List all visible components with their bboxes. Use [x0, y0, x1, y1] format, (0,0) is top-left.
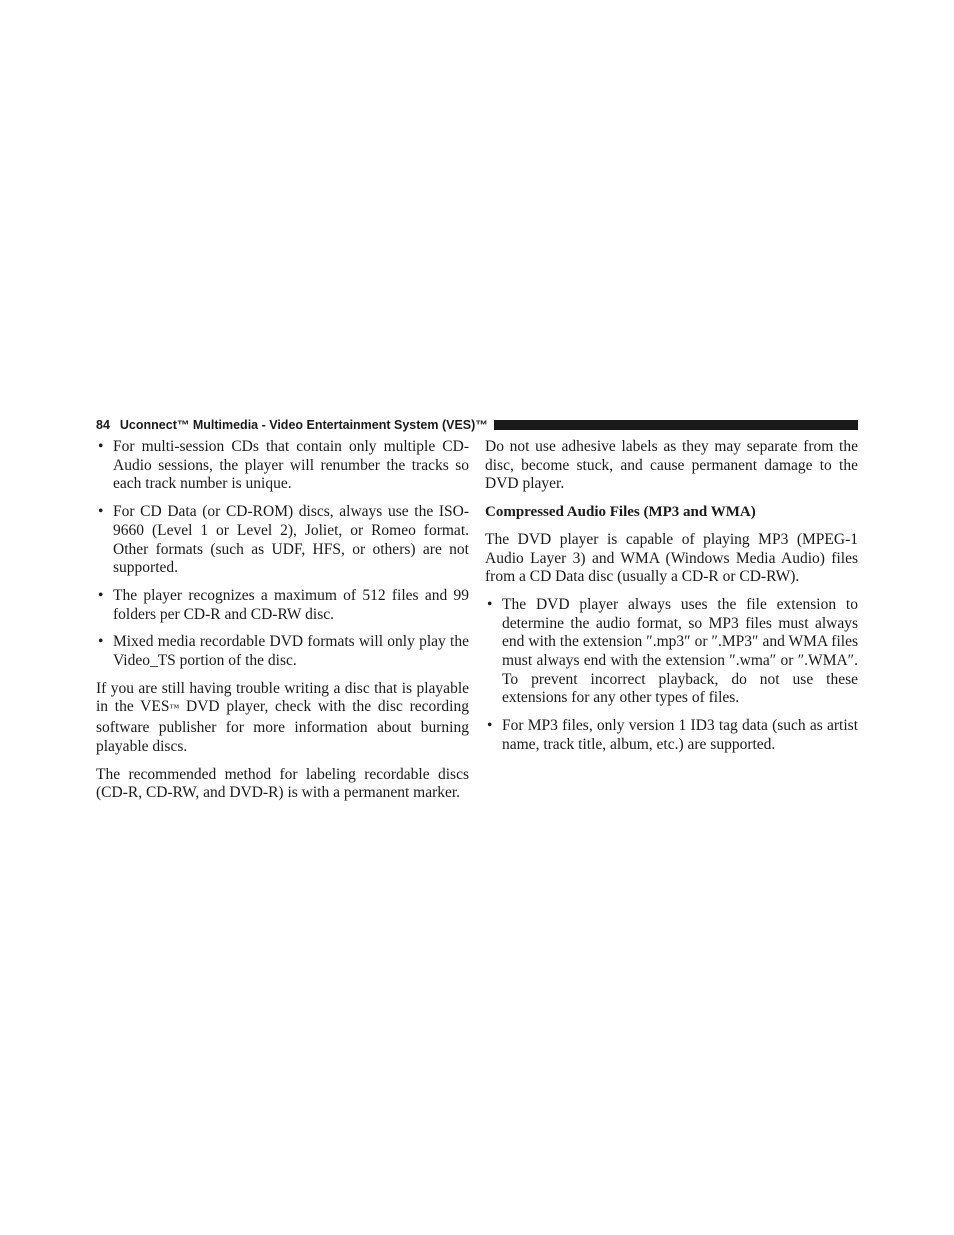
left-bullet-list: [96, 438, 469, 671]
list-item-text: The DVD player always uses the file extension to determine the audio format, so MP3 files must always end with the extension ″.mp3″ or ″.MP3″ and WMA files must always end with the extension ″.wma″ or ″.WMA″. To prevent incorrect playback, do not use these extensions for any other types of files.: [502, 595, 858, 707]
list-item: [96, 633, 469, 670]
right-column: [485, 438, 858, 764]
list-item: [96, 503, 469, 578]
left-column: [96, 438, 469, 812]
bullet-icon: •: [98, 633, 104, 651]
bullet-icon: •: [487, 595, 493, 613]
right-bullet-list: [485, 596, 858, 755]
list-item-text: The player recognizes a maximum of 512 files and 99 folders per CD-R and CD-RW disc.: [113, 586, 469, 623]
list-item: [485, 717, 858, 754]
list-item-text: For CD Data (or CD-ROM) discs, always use the ISO-9660 (Level 1 or Level 2), Joliet, or Romeo format. Other formats (such as UDF, HFS, or others) are not supported.: [113, 503, 469, 577]
paragraph-adhesive-labels: Do not use adhesive labels as they may separate from the disc, become stuck, and cause permanent damage to the DVD player.: [485, 438, 858, 493]
bullet-icon: •: [487, 717, 493, 735]
paragraph-trouble-writing: [96, 680, 469, 757]
list-item: [485, 596, 858, 708]
section-title: Uconnect™ Multimedia - Video Entertainment System (VES)™: [119, 418, 488, 432]
list-item: [96, 438, 469, 494]
page-header: [96, 416, 858, 434]
paragraph-text: DVD player, check with the disc recording software publisher for more information about burning playable discs.: [96, 698, 469, 755]
bullet-icon: •: [98, 438, 104, 455]
paragraph-labeling: The recommended method for labeling recordable discs (CD-R, CD-RW, and DVD-R) is with a permanent marker.: [96, 765, 469, 802]
list-item: [96, 587, 469, 624]
header-rule: [494, 420, 858, 430]
paragraph-mp3-wma: The DVD player is capable of playing MP3 (MPEG-1 Audio Layer 3) and WMA (Windows Media Audio) files from a CD Data disc (usually a CD-R or CD-RW).: [485, 530, 858, 586]
list-item-text: For multi-session CDs that contain only multiple CD-Audio sessions, the player will renumber the tracks so each track number is unique.: [113, 438, 469, 493]
bullet-icon: •: [98, 586, 104, 604]
page-number: 84: [96, 418, 110, 432]
list-item-text: For MP3 files, only version 1 ID3 tag data (such as artist name, track title, album, etc.) are supported.: [502, 717, 858, 753]
section-heading: Compressed Audio Files (MP3 and WMA): [485, 504, 756, 521]
paragraph-text: If you are still having trouble writing a disc that is playable in the VES: [96, 679, 469, 716]
trademark-symbol: ™: [169, 703, 180, 715]
list-item-text: Mixed media recordable DVD formats will only play the Video_TS portion of the disc.: [113, 633, 469, 670]
bullet-icon: •: [98, 503, 104, 521]
